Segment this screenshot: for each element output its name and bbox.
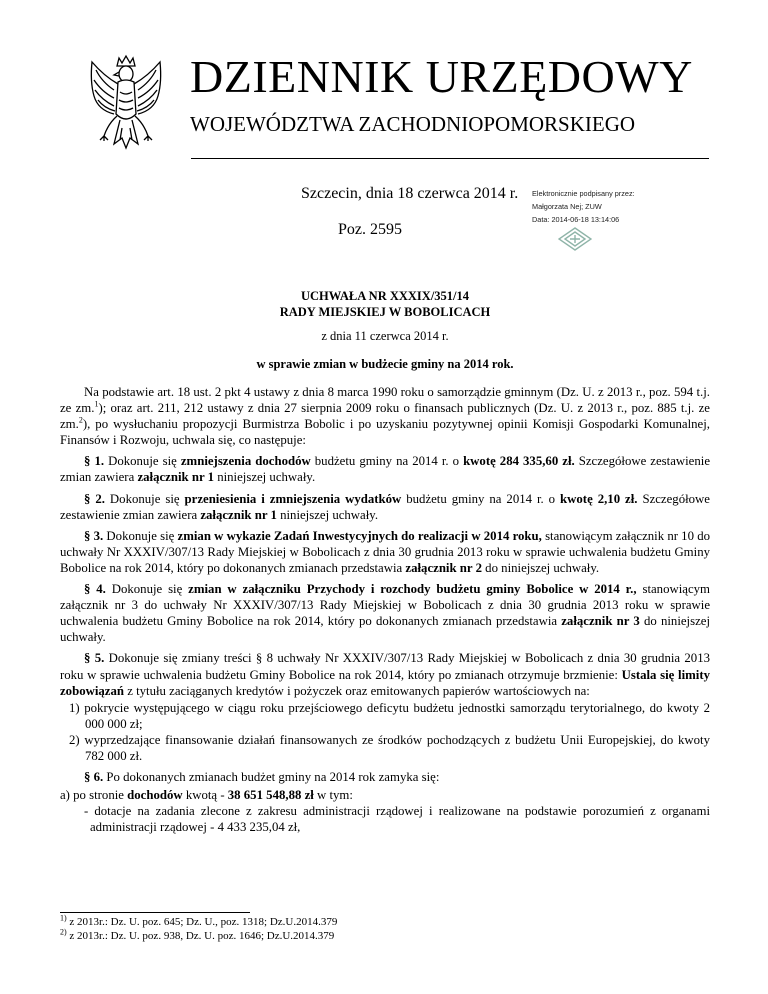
list-item: 1) pokrycie występującego w ciągu roku przejściowego deficytu budżetu jednostki samorządu terytorialnego, do kwoty 2 000 000 zł;: [69, 700, 710, 731]
footnote-2: $^{2)}$ z 2013r.: Dz. U. poz. 938, Dz. U. poz. 1646; Dz.U.2014.379: [60, 927, 335, 942]
footnotes: [60, 915, 337, 943]
resolution-body: [60, 384, 710, 835]
resolution-title: [60, 288, 710, 320]
header-divider: [191, 158, 709, 159]
resolution-number: UCHWAŁA NR XXXIX/351/14: [300, 289, 470, 303]
legal-basis-paragraph: Na podstawie art. 18 ust. 2 pkt 4 ustawy z dnia 8 marca 1990 roku o samorządzie gminnym (Dz. U. z 2013 r., poz. 594 t.j. ze zm.$^1$); oraz art. 211, 212 ustawy z dnia 27 sierpnia 2009 roku o finansach publicznych (Dz. U. z 2013 r., poz. 885 t.j. ze zm.$^2$), po wysłuchaniu propozycji Burmistrza Bobolic i po uzyskaniu pozytywnej opinii Komisji Gospodarki Komunalnej, Finansów i Rozwoju, uchwala się, co następuje:: [60, 385, 710, 448]
revenue-line: a) po stronie dochodów kwotą - 38 651 548,88 zł w tym:: [60, 788, 353, 803]
resolution-subject: w sprawie zmian w budżecie gminy na 2014 rok.: [256, 357, 514, 371]
journal-subtitle: WOJEWÓDZTWA ZACHODNIOPOMORSKIEGO: [190, 112, 636, 136]
footnote-divider: [60, 912, 250, 913]
paragraph-1: § 1. Dokonuje się zmniejszenia dochodów budżetu gminy na 2014 r. o kwotę 284 335,60 zł. Szczegółowe zestawienie zmian zawiera załącznik nr 1 niniejszej uchwały.: [60, 454, 710, 485]
position-number: Poz. 2595: [338, 221, 402, 238]
signature-label: Elektronicznie podpisany przez:: [532, 189, 635, 198]
signature-stamp-icon: [558, 227, 592, 251]
footnote-ref-1[interactable]: 1: [94, 399, 99, 409]
paragraph-6: § 6. Po dokonanych zmianach budżet gminy na 2014 rok zamyka się:: [84, 770, 440, 785]
list-item: 2) wyprzedzające finansowanie działań finansowanych ze środków pochodzących z budżetu Unii Europejskiej, do kwoty 782 000 zł.: [69, 732, 710, 763]
signer-name: Małgorzata Nej; ZUW: [532, 202, 602, 211]
list-item: - dotacje na zadania zlecone z zakresu administracji rządowej i realizowane na podstawie porozumień z organami administracji rządowej - 4 433 235,04 zł,: [84, 804, 710, 835]
resolution-council: RADY MIEJSKIEJ W BOBOLICACH: [279, 305, 491, 319]
electronic-signature-block: [532, 187, 702, 255]
paragraph-4: § 4. Dokonuje się zmian w załączniku Przychody i rozchody budżetu gminy Bobolice w 2014 r., stanowiącym załącznik nr 3 do uchwały Nr XXXIV/307/13 Rady Miejskiej w Bobolicach z dnia 30 grudnia 2013 roku w sprawie uchwalenia budżetu Gminy Bobolice na rok 2014, który po dokonanych zmianach przedstawia załącznik nr 3 do niniejszej uchwały.: [60, 582, 710, 645]
paragraph-5: § 5. Dokonuje się zmiany treści § 8 uchwały Nr XXXIV/307/13 Rady Miejskiej w Bobolicach z dnia 30 grudnia 2013 roku w sprawie uchwalenia budżetu Gminy Bobolice na rok 2014, który po zmianach otrzymuje brzmienie: Ustala się limity zobowiązań z tytułu zaciąganych kredytów i pożyczek oraz emitowanych papierów wartościowych na:: [60, 651, 711, 698]
resolution-date: z dnia 11 czerwca 2014 r.: [321, 329, 449, 343]
footnote-ref-2[interactable]: 2: [78, 415, 83, 425]
polish-eagle-emblem-icon: [84, 52, 168, 168]
paragraph-3: § 3. Dokonuje się zmian w wykazie Zadań Inwestycyjnych do realizacji w 2014 roku, stanowiącym załącznik nr 10 do uchwały Nr XXXIV/307/13 Rady Miejskiej w Bobolicach z dnia 30 grudnia 2013 roku w sprawie uchwalenia budżetu Gminy Bobolice na rok 2014, który po dokonanych zmianach przedstawia załącznik nr 2 do niniejszej uchwały.: [60, 528, 710, 575]
place-and-date: Szczecin, dnia 18 czerwca 2014 r.: [301, 185, 519, 202]
footnote-1: $^{1)}$ z 2013r.: Dz. U. poz. 645; Dz. U., poz. 1318; Dz.U.2014.379: [60, 913, 338, 928]
paragraph-2: § 2. Dokonuje się przeniesienia i zmniejszenia wydatków budżetu gminy na 2014 r. o kwotę 2,10 zł. Szczegółowe zestawienie zmian zawiera załącznik nr 1 niniejszej uchwały.: [60, 491, 710, 522]
journal-title: DZIENNIK URZĘDOWY: [190, 51, 693, 102]
signature-date: Data: 2014-06-18 13:14:06: [532, 215, 620, 224]
